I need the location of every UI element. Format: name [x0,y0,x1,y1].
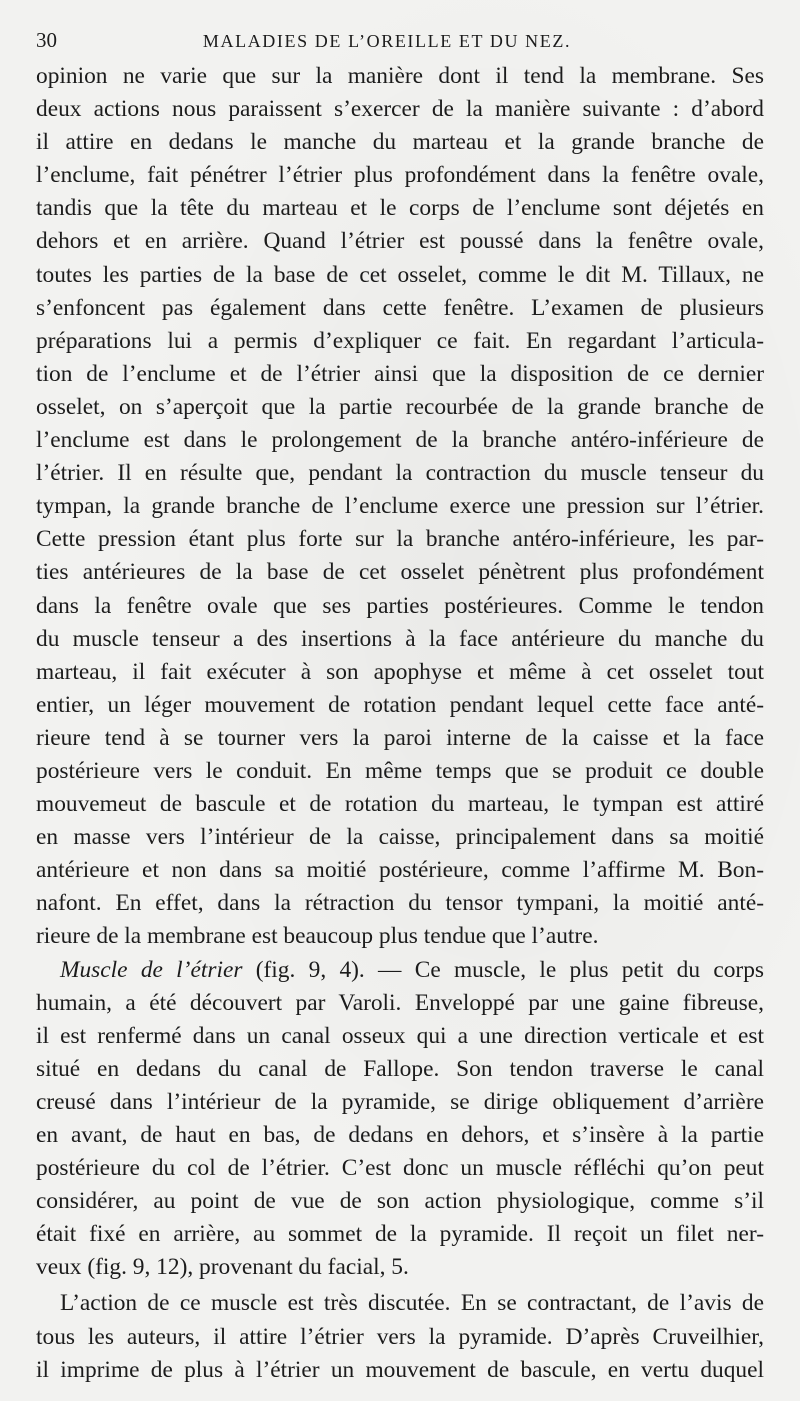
text-line: en avant, de haut en bas, de dedans en dehors, et s’insère à la partie [36,1122,764,1148]
text-line: du muscle tenseur a des insertions à la face antérieure du manche du [36,625,764,652]
text-line: tympan, la grande branche de l’enclume exerce une pression sur l’étrier. [36,493,764,520]
paragraph-stapedius-action [36,1287,764,1386]
text-line: tandis que la tête du marteau et le corps de l’enclume sont déjetés en [36,195,764,222]
text-line: postérieure vers le conduit. En même temps que se produit ce double [36,757,764,784]
text-line: l’enclume est dans le prolongement de la branche antéro-inférieure de [36,427,764,454]
text-line: veux (fig. 9, 12), provenant du facial, 5. [36,1254,409,1281]
text-line: nafont. En effet, dans la rétraction du tensor tympani, la moitié anté- [36,890,764,917]
text-line: toutes les parties de la base de cet osselet, comme le dit M. Tillaux, ne [36,261,764,288]
text-line: Cette pression étant plus forte sur la branche antéro-inférieure, les par- [36,526,764,553]
text-line-continuation: (fig. 9, 4). — Ce muscle, le plus petit du corps [242,956,764,983]
text-line: postérieure du col de l’étrier. C’est donc un muscle réfléchi qu’on peut [36,1155,764,1182]
text-line: humain, a été découvert par Varoli. Enveloppé par une gaine fibreuse, [36,989,764,1016]
text-line: osselet, on s’aperçoit que la partie recourbée de la grande branche de [36,393,764,420]
text-line: il est renfermé dans un canal osseux qui a une direction verticale et est [36,1022,764,1049]
text-line: situé en dedans du canal de Fallope. Son tendon traverse le canal [36,1055,764,1082]
text-line: l’enclume, fait pénétrer l’étrier plus profondément dans la fenêtre ovale, [36,162,764,189]
text-line: était fixé en arrière, au sommet de la pyramide. Il reçoit un filet ner- [36,1221,764,1248]
text-line: en masse vers l’intérieur de la caisse, principalement dans sa moitié [36,824,764,851]
body-text [36,60,764,1387]
text-line: tion de l’enclume et de l’étrier ainsi que la disposition de ce dernier [36,360,764,387]
text-line: s’enfoncent pas également dans cette fenêtre. L’examen de plusieurs [36,294,764,321]
running-title: MALADIES DE L’OREILLE ET DU NEZ. [202,31,572,51]
running-header [36,28,764,60]
text-line: préparations lui a permis d’expliquer ce fait. En regardant l’articula- [36,327,764,354]
text-line: opinion ne varie que sur la manière dont il tend la membrane. Ses [36,63,764,89]
text-line: marteau, il fait exécuter à son apophyse et même à cet osselet tout [36,658,764,685]
text-line: L’action de ce muscle est très discutée. En se contractant, de l’avis de [60,1290,764,1317]
paragraph-stapedius [36,954,764,1285]
text-line: tous les auteurs, il attire l’étrier vers la pyramide. D’après Cruveilhier, [36,1323,764,1350]
text-line: ties antérieures de la base de cet osselet pénètrent plus profondément [36,559,764,586]
text-line: entier, un léger mouvement de rotation pendant lequel cette face anté- [36,691,764,718]
text-line: considérer, au point de vue de son action physiologique, comme s’il [36,1188,764,1215]
text-line: il attire en dedans le manche du marteau et la grande branche de [36,129,764,156]
text-line: dans la fenêtre ovale que ses parties postérieures. Comme le tendon [36,592,764,619]
text-line-with-heading [36,954,764,987]
text-line: rieure tend à se tourner vers la paroi interne de la caisse et la face [36,724,764,751]
text-line: il imprime de plus à l’étrier un mouvement de bascule, en vertu duquel [36,1356,764,1383]
text-line: rieure de la membrane est beaucoup plus tendue que l’autre. [36,923,599,950]
text-line: antérieure et non dans sa moitié postérieure, comme l’affirme M. Bon- [36,857,764,884]
text-line: mouvemeut de bascule et de rotation du marteau, le tympan est attiré [36,791,764,818]
text-line: creusé dans l’intérieur de la pyramide, se dirige obliquement d’arrière [36,1088,764,1115]
text-line: deux actions nous paraissent s’exercer de la manière suivante : d’abord [36,96,764,123]
paragraph-tensor-tympani [36,60,764,954]
page-number: 30 [36,28,57,52]
text-line: l’étrier. Il en résulte que, pendant la contraction du muscle tenseur du [36,460,764,487]
section-heading-muscle-de-l-etrier: Muscle de l’étrier [60,956,243,983]
text-line: dehors et en arrière. Quand l’étrier est poussé dans la fenêtre ovale, [36,228,764,255]
